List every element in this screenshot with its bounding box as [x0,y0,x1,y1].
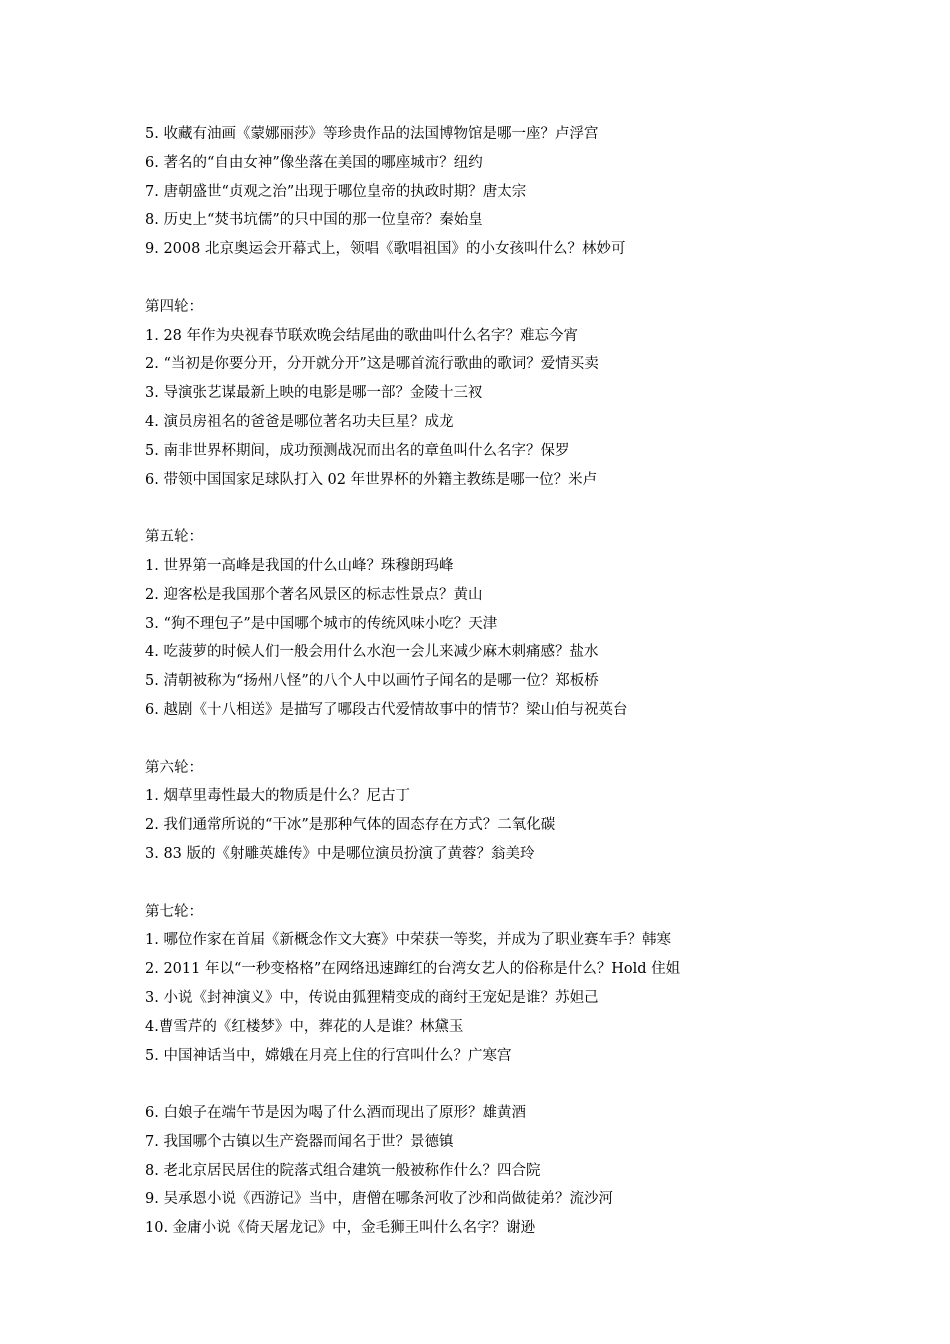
question-line: 8. 历史上“焚书坑儒”的只中国的那一位皇帝？秦始皇 [145,212,483,229]
question-line: 1. 烟草里毒性最大的物质是什么？尼古丁 [145,788,410,805]
spacer [145,725,925,754]
round-heading: 第四轮： [145,298,203,315]
round-heading: 第六轮： [145,759,203,776]
round-heading: 第五轮： [145,529,203,546]
round-heading: 第七轮： [145,903,203,920]
question-line: 3. 导演张艺谋最新上映的电影是哪一部？金陵十三衩 [145,385,483,402]
question-line: 5. 南非世界杯期间，成功预测战况而出名的章鱼叫什么名字？保罗 [145,442,570,459]
question-line: 2. 2011 年以“一秒变格格”在网络迅速蹿红的台湾女艺人的俗称是什么？Hold 住姐 [145,961,681,978]
question-line: 9. 2008 北京奥运会开幕式上，领唱《歌唱祖国》的小女孩叫什么？林妙可 [145,241,626,258]
spacer [145,1070,925,1099]
question-line: 1. 哪位作家在首届《新概念作文大赛》中荣获一等奖，并成为了职业赛车手？韩寒 [145,932,671,949]
question-line: 2. “当初是你要分开，分开就分开”这是哪首流行歌曲的歌词？爱情买卖 [145,356,599,373]
question-line: 2. 迎客松是我国那个著名风景区的标志性景点？黄山 [145,586,483,603]
question-line: 5. 收藏有油画《蒙娜丽莎》等珍贵作品的法国博物馆是哪一座？卢浮宫 [145,126,599,142]
question-line: 7. 我国哪个古镇以生产瓷器而闻名于世？景德镇 [145,1133,454,1150]
question-line: 1. 28 年作为央视春节联欢晚会结尾曲的歌曲叫什么名字？难忘今宵 [145,327,579,344]
question-line: 10. 金庸小说《倚天屠龙记》中，金毛狮王叫什么名字？谢逊 [145,1220,536,1237]
document-page [145,120,925,1243]
question-line: 1. 世界第一高峰是我国的什么山峰？珠穆朗玛峰 [145,557,454,574]
question-line: 3. 小说《封神演义》中，传说由狐狸精变成的商纣王宠妃是谁？苏妲己 [145,989,599,1006]
spacer [145,494,925,523]
question-line: 3. “狗不理包子”是中国哪个城市的传统风味小吃？天津 [145,615,498,632]
spacer [145,264,925,293]
question-line: 5. 清朝被称为“扬州八怪”的八个人中以画竹子闻名的是哪一位？郑板桥 [145,673,599,690]
question-line: 6. 越剧《十八相送》是描写了哪段古代爱情故事中的情节？梁山伯与祝英台 [145,701,628,718]
question-line: 3. 83 版的《射雕英雄传》中是哪位演员扮演了黄蓉？翁美玲 [145,845,535,862]
question-line: 7. 唐朝盛世“贞观之治”出现于哪位皇帝的执政时期？唐太宗 [145,183,527,200]
question-line: 4. 吃菠萝的时候人们一般会用什么水泡一会儿来减少麻木刺痛感？盐水 [145,644,599,661]
question-line: 6. 带领中国国家足球队打入 02 年世界杯的外籍主教练是哪一位？米卢 [145,471,598,488]
question-line: 8. 老北京居民居住的院落式组合建筑一般被称作什么？四合院 [145,1162,541,1179]
question-line: 4. 演员房祖名的爸爸是哪位著名功夫巨星？成龙 [145,413,454,430]
question-line: 5. 中国神话当中，嫦娥在月亮上住的行宫叫什么？广寒宫 [145,1047,512,1064]
question-line: 6. 白娘子在端午节是因为喝了什么酒而现出了原形？雄黄酒 [145,1105,526,1122]
spacer [145,869,925,898]
question-line: 6. 著名的“自由女神”像坐落在美国的哪座城市？纽约 [145,154,483,171]
question-line: 4.曹雪芹的《红楼梦》中，葬花的人是谁？林黛玉 [145,1018,464,1035]
question-line: 2. 我们通常所说的“干冰”是那种气体的固态存在方式？二氧化碳 [145,817,556,834]
question-line: 9. 吴承恩小说《西游记》当中，唐僧在哪条河收了沙和尚做徒弟？流沙河 [145,1191,613,1208]
